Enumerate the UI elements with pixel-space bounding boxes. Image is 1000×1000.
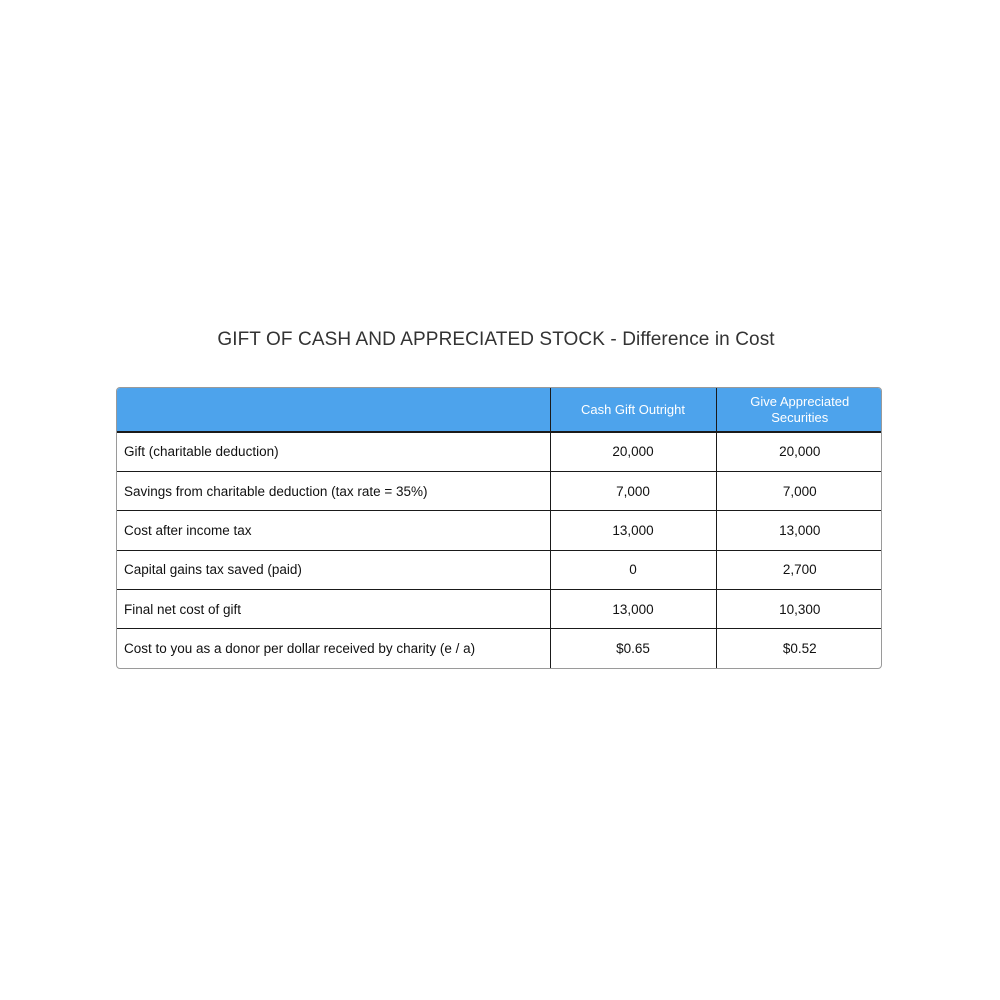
row-label: Cost to you as a donor per dollar received by charity (e / a) bbox=[117, 629, 550, 668]
table-row bbox=[117, 629, 882, 668]
header-give-appreciated-securities bbox=[716, 388, 882, 432]
securities-value: 7,000 bbox=[716, 471, 882, 510]
table-header-row bbox=[117, 388, 882, 432]
cash-value: 20,000 bbox=[550, 432, 716, 471]
securities-value: 20,000 bbox=[716, 432, 882, 471]
header-securities-line1: Give Appreciated bbox=[750, 393, 850, 409]
page-title: GIFT OF CASH AND APPRECIATED STOCK - Difference in Cost bbox=[217, 329, 775, 350]
table-row bbox=[117, 471, 882, 510]
table-row bbox=[117, 511, 882, 550]
securities-value: 13,000 bbox=[716, 511, 882, 550]
row-label: Capital gains tax saved (paid) bbox=[117, 550, 550, 589]
header-label-column bbox=[117, 388, 550, 432]
row-label: Gift (charitable deduction) bbox=[124, 444, 279, 460]
row-label: Final net cost of gift bbox=[117, 590, 550, 629]
table-row bbox=[117, 432, 882, 471]
securities-value: 2,700 bbox=[716, 550, 882, 589]
header-securities-line2: Securities bbox=[771, 409, 829, 425]
cash-value: $0.65 bbox=[550, 629, 716, 668]
cash-value: 0 bbox=[550, 550, 716, 589]
securities-value: 10,300 bbox=[716, 590, 882, 629]
cost-comparison-table bbox=[116, 387, 882, 669]
securities-value: $0.52 bbox=[716, 629, 882, 668]
row-label: Cost after income tax bbox=[117, 511, 550, 550]
table-row bbox=[117, 590, 882, 629]
header-cash-gift-outright: Cash Gift Outright bbox=[550, 388, 716, 432]
table-row bbox=[117, 550, 882, 589]
cash-value: 13,000 bbox=[550, 511, 716, 550]
row-label: Savings from charitable deduction (tax rate = 35%) bbox=[117, 471, 550, 510]
cash-value: 13,000 bbox=[550, 590, 716, 629]
cash-value: 7,000 bbox=[550, 471, 716, 510]
